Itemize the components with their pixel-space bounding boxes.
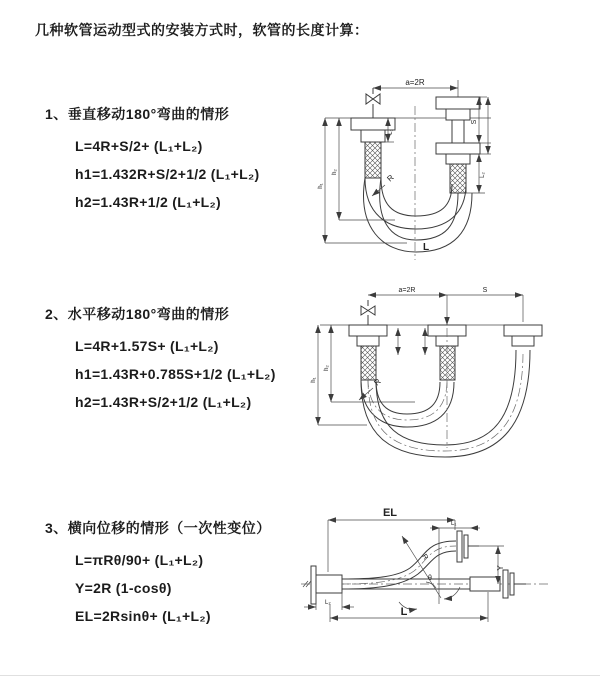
l1-dimension <box>430 521 480 528</box>
formula-length: L=4R+1.57S+ (L₁+L₂) <box>75 338 219 354</box>
section-lateral-displacement <box>45 518 271 630</box>
formula-el: EL=2Rsinθ+ (L₁+L₂) <box>75 608 211 624</box>
dim-y-label: Y <box>496 565 505 571</box>
diagram-vertical-180 <box>295 68 595 268</box>
right-fitting-lower <box>436 143 480 193</box>
diagram-lateral-displacement <box>298 492 598 652</box>
page-title: 几种软管运动型式的安装方式时，软管的长度计算： <box>35 22 369 38</box>
formula-h1: h1=1.432R+S/2+1/2 (L₁+L₂) <box>75 166 260 182</box>
dim-l1-label: L₁ <box>451 521 457 527</box>
section-heading: 1、垂直移动180°弯曲的情形 <box>45 106 230 122</box>
braided-hose-section <box>450 164 466 193</box>
dim-s-label: S <box>471 119 478 125</box>
formula-h2: h2=1.43R+1/2 (L₁+L₂) <box>75 194 222 210</box>
dim-el-label: EL <box>382 507 398 519</box>
valve-icon <box>366 88 380 118</box>
braided-hose-section <box>365 142 381 178</box>
dim-h1-label: h₁ <box>318 183 324 189</box>
formula-h1: h1=1.43R+0.785S+1/2 (L₁+L₂) <box>75 366 276 382</box>
section-vertical-180 <box>45 104 260 216</box>
length-label: L <box>400 606 408 618</box>
hose-curves-position1 <box>361 378 454 427</box>
dim-a-label: a=2R <box>398 287 416 294</box>
left-flange <box>311 566 342 604</box>
dim-h2-label: h₂ <box>324 365 330 371</box>
radius-label: R <box>420 553 429 562</box>
diagram-horizontal-180 <box>295 280 595 468</box>
left-fitting <box>349 325 387 380</box>
right-fitting-moved <box>504 325 542 346</box>
hose-displaced-position <box>342 531 479 589</box>
braided-hose-section <box>361 346 376 380</box>
formula-list <box>75 332 276 416</box>
el-dimension <box>328 507 455 572</box>
dim-l2-label: L₂ <box>480 172 486 178</box>
formula-y: Y=2R (1-cosθ) <box>75 580 172 596</box>
dim-a-label: a=2R <box>405 78 425 87</box>
radius-label: R <box>372 376 383 388</box>
radius-label: R <box>385 172 396 184</box>
length-label: L <box>423 242 430 253</box>
theta-label: θ <box>428 575 432 582</box>
dim-l2-label: L₂ <box>325 600 331 606</box>
section-heading: 3、横向位移的情形（一次性变位） <box>45 520 271 536</box>
formula-list <box>75 546 271 630</box>
dim-s-label: S <box>482 287 488 294</box>
section-heading: 2、水平移动180°弯曲的情形 <box>45 306 230 322</box>
formula-length: L=4R+S/2+ (L₁+L₂) <box>75 138 203 154</box>
formula-h2: h2=1.43R+S/2+1/2 (L₁+L₂) <box>75 394 252 410</box>
dim-l1-label: L₁ <box>388 129 394 135</box>
braided-hose-section <box>440 346 455 380</box>
dim-h2-label: h₂ <box>332 169 338 175</box>
section-horizontal-180 <box>45 304 276 416</box>
formula-list <box>75 132 260 216</box>
left-fitting <box>351 118 395 178</box>
dim-h1-label: h₁ <box>311 377 317 383</box>
valve-icon <box>361 300 375 325</box>
formula-length: L=πRθ/90+ (L₁+L₂) <box>75 552 204 568</box>
